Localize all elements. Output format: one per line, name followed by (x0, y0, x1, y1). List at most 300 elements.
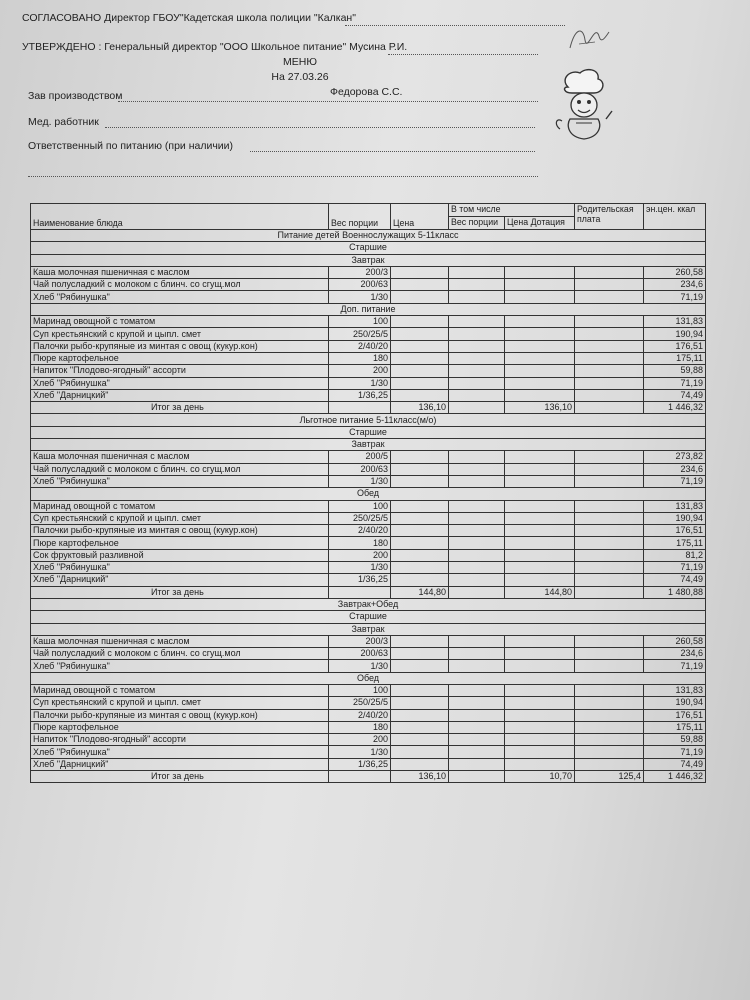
head-of-production-name: Федорова С.С. (330, 86, 403, 98)
dish-parent-fee (575, 648, 644, 660)
dish-inc-weight (449, 279, 505, 291)
nutrition-responsible-underline (250, 151, 535, 152)
dish-weight: 100 (329, 316, 391, 328)
dish-parent-fee (575, 279, 644, 291)
dish-parent-fee (575, 684, 644, 696)
dish-price (391, 574, 449, 586)
dish-weight: 200 (329, 549, 391, 561)
dish-row (31, 684, 706, 696)
dish-name: Маринад овощной с томатом (31, 684, 329, 696)
dish-name: Маринад овощной с томатом (31, 500, 329, 512)
dish-price (391, 635, 449, 647)
dish-row (31, 291, 706, 303)
dish-inc-weight (449, 389, 505, 401)
dish-weight: 1/30 (329, 377, 391, 389)
section-row (31, 230, 706, 242)
dish-parent-fee (575, 660, 644, 672)
dish-name: Сок фруктовый разливной (31, 549, 329, 561)
dish-row (31, 352, 706, 364)
dish-weight: 2/40/20 (329, 525, 391, 537)
dish-inc-weight (449, 352, 505, 364)
dish-inc-weight (449, 562, 505, 574)
dish-inc-weight (449, 266, 505, 278)
dish-parent-fee (575, 291, 644, 303)
dish-price (391, 451, 449, 463)
dish-parent-fee (575, 549, 644, 561)
total-subsidy: 10,70 (505, 771, 575, 783)
agreed-underline (345, 25, 565, 26)
section-title: Питание детей Военнослужащих 5-11класс (31, 230, 706, 242)
dish-weight: 1/30 (329, 562, 391, 574)
dish-weight: 180 (329, 352, 391, 364)
dish-inc-weight (449, 537, 505, 549)
dish-weight: 100 (329, 500, 391, 512)
dish-weight: 200 (329, 365, 391, 377)
dish-subsidy (505, 574, 575, 586)
dish-kcal: 131,83 (644, 500, 706, 512)
dish-weight: 1/36,25 (329, 389, 391, 401)
dish-inc-weight (449, 340, 505, 352)
dish-kcal: 74,49 (644, 574, 706, 586)
dish-name: Хлеб "Рябинушка" (31, 475, 329, 487)
total-row (31, 402, 706, 414)
dish-name: Хлеб "Дарницкий" (31, 389, 329, 401)
dish-row (31, 525, 706, 537)
dish-subsidy (505, 500, 575, 512)
dish-inc-weight (449, 328, 505, 340)
table-header-row-1 (31, 204, 706, 217)
dish-subsidy (505, 328, 575, 340)
dish-inc-weight (449, 648, 505, 660)
section-row (31, 488, 706, 500)
dish-kcal: 59,88 (644, 365, 706, 377)
dish-name: Хлеб "Рябинушка" (31, 377, 329, 389)
dish-price (391, 328, 449, 340)
dish-kcal: 131,83 (644, 316, 706, 328)
dish-subsidy (505, 475, 575, 487)
dish-price (391, 660, 449, 672)
col-header-energy: эн.цен. ккал (644, 204, 706, 230)
dish-weight: 2/40/20 (329, 340, 391, 352)
section-title: Завтрак (31, 623, 706, 635)
dish-row (31, 709, 706, 721)
dish-weight: 1/36,25 (329, 758, 391, 770)
total-price: 136,10 (391, 771, 449, 783)
total-price: 144,80 (391, 586, 449, 598)
dish-parent-fee (575, 377, 644, 389)
dish-price (391, 266, 449, 278)
dish-row (31, 734, 706, 746)
dish-inc-weight (449, 721, 505, 733)
dish-name: Хлеб "Рябинушка" (31, 746, 329, 758)
dish-weight: 1/30 (329, 746, 391, 758)
dish-price (391, 562, 449, 574)
dish-name: Чай полусладкий с молоком с блинч. со сгущ.мол (31, 648, 329, 660)
dish-subsidy (505, 562, 575, 574)
total-weight (329, 586, 391, 598)
section-title: Старшие (31, 426, 706, 438)
dish-subsidy (505, 316, 575, 328)
dish-parent-fee (575, 721, 644, 733)
dish-inc-weight (449, 451, 505, 463)
dish-price (391, 316, 449, 328)
total-parent-fee (575, 402, 644, 414)
dish-inc-weight (449, 500, 505, 512)
dish-subsidy (505, 684, 575, 696)
dish-kcal: 131,83 (644, 684, 706, 696)
dish-parent-fee (575, 352, 644, 364)
dish-row (31, 746, 706, 758)
dish-kcal: 234,6 (644, 648, 706, 660)
dish-price (391, 684, 449, 696)
dish-subsidy (505, 746, 575, 758)
dish-kcal: 74,49 (644, 758, 706, 770)
total-parent-fee: 125,4 (575, 771, 644, 783)
dish-kcal: 71,19 (644, 377, 706, 389)
section-row (31, 242, 706, 254)
dish-kcal: 260,58 (644, 635, 706, 647)
dish-weight: 180 (329, 721, 391, 733)
dish-name: Напиток "Плодово-ягодный" ассорти (31, 365, 329, 377)
dish-price (391, 365, 449, 377)
dish-row (31, 316, 706, 328)
blank-underline (28, 176, 538, 177)
section-row (31, 426, 706, 438)
dish-subsidy (505, 266, 575, 278)
dish-inc-weight (449, 549, 505, 561)
dish-price (391, 463, 449, 475)
dish-inc-weight (449, 758, 505, 770)
dish-row (31, 660, 706, 672)
dish-parent-fee (575, 500, 644, 512)
approved-line: УТВЕРЖДЕНО : Генеральный директор "ООО Школьное питание" Мусина Р.И. (22, 41, 408, 53)
dish-name: Маринад овощной с томатом (31, 316, 329, 328)
dish-parent-fee (575, 365, 644, 377)
dish-price (391, 512, 449, 524)
dish-subsidy (505, 352, 575, 364)
dish-row (31, 549, 706, 561)
section-title: Завтрак (31, 439, 706, 451)
dish-kcal: 175,11 (644, 537, 706, 549)
dish-name: Палочки рыбо-крупяные из минтая с овощ (кукур.кон) (31, 525, 329, 537)
dish-weight: 1/36,25 (329, 574, 391, 586)
total-weight (329, 402, 391, 414)
section-row (31, 611, 706, 623)
dish-subsidy (505, 660, 575, 672)
chef-logo-image (548, 65, 618, 145)
dish-inc-weight (449, 635, 505, 647)
dish-kcal: 176,51 (644, 709, 706, 721)
dish-price (391, 758, 449, 770)
dish-parent-fee (575, 709, 644, 721)
dish-row (31, 328, 706, 340)
dish-kcal: 190,94 (644, 697, 706, 709)
dish-subsidy (505, 377, 575, 389)
section-row (31, 598, 706, 610)
dish-kcal: 234,6 (644, 279, 706, 291)
section-title: Старшие (31, 611, 706, 623)
dish-kcal: 190,94 (644, 512, 706, 524)
dish-subsidy (505, 758, 575, 770)
dish-subsidy (505, 697, 575, 709)
dish-row (31, 512, 706, 524)
dish-kcal: 59,88 (644, 734, 706, 746)
dish-price (391, 549, 449, 561)
dish-parent-fee (575, 463, 644, 475)
dish-row (31, 635, 706, 647)
dish-parent-fee (575, 537, 644, 549)
dish-kcal: 74,49 (644, 389, 706, 401)
dish-inc-weight (449, 684, 505, 696)
total-subsidy: 136,10 (505, 402, 575, 414)
dish-parent-fee (575, 328, 644, 340)
total-inc-weight (449, 771, 505, 783)
total-inc-weight (449, 402, 505, 414)
dish-subsidy (505, 389, 575, 401)
dish-price (391, 291, 449, 303)
dish-kcal: 81,2 (644, 549, 706, 561)
dish-name: Каша молочная пшеничная с маслом (31, 266, 329, 278)
section-title: Обед (31, 672, 706, 684)
dish-parent-fee (575, 340, 644, 352)
dish-name: Хлеб "Рябинушка" (31, 660, 329, 672)
dish-kcal: 176,51 (644, 340, 706, 352)
dish-parent-fee (575, 266, 644, 278)
dish-kcal: 234,6 (644, 463, 706, 475)
dish-name: Каша молочная пшеничная с маслом (31, 451, 329, 463)
dish-name: Напиток "Плодово-ягодный" ассорти (31, 734, 329, 746)
section-row (31, 414, 706, 426)
menu-table (30, 203, 706, 783)
dish-name: Хлеб "Рябинушка" (31, 291, 329, 303)
menu-date: На 27.03.26 (271, 71, 329, 83)
dish-subsidy (505, 549, 575, 561)
dish-row (31, 758, 706, 770)
approved-underline (388, 54, 538, 55)
dish-parent-fee (575, 389, 644, 401)
dish-kcal: 71,19 (644, 562, 706, 574)
section-row (31, 439, 706, 451)
medic-underline (105, 127, 535, 128)
dish-parent-fee (575, 525, 644, 537)
dish-row (31, 537, 706, 549)
signature-image (565, 18, 615, 58)
dish-inc-weight (449, 463, 505, 475)
col-header-name: Наименование блюда (31, 204, 329, 230)
dish-row (31, 463, 706, 475)
dish-parent-fee (575, 451, 644, 463)
nutrition-responsible-label: Ответственный по питанию (при наличии) (28, 140, 234, 152)
dish-inc-weight (449, 377, 505, 389)
dish-weight: 100 (329, 684, 391, 696)
dish-name: Пюре картофельное (31, 537, 329, 549)
head-of-production-underline (118, 101, 538, 102)
section-title: Старшие (31, 242, 706, 254)
dish-inc-weight (449, 697, 505, 709)
dish-price (391, 389, 449, 401)
dish-subsidy (505, 635, 575, 647)
dish-kcal: 71,19 (644, 746, 706, 758)
dish-parent-fee (575, 734, 644, 746)
dish-subsidy (505, 512, 575, 524)
total-kcal: 1 480,88 (644, 586, 706, 598)
section-title: Обед (31, 488, 706, 500)
dish-parent-fee (575, 562, 644, 574)
section-row (31, 672, 706, 684)
dish-price (391, 352, 449, 364)
dish-weight: 250/25/5 (329, 697, 391, 709)
dish-weight: 200/3 (329, 266, 391, 278)
dish-subsidy (505, 525, 575, 537)
dish-inc-weight (449, 316, 505, 328)
dish-name: Суп крестьянский с крупой и цыпл. смет (31, 512, 329, 524)
dish-kcal: 175,11 (644, 352, 706, 364)
dish-subsidy (505, 279, 575, 291)
dish-weight: 200 (329, 734, 391, 746)
col-header-portion-weight: Вес порции (329, 204, 391, 230)
total-label: Итог за день (31, 402, 329, 414)
dish-inc-weight (449, 709, 505, 721)
dish-kcal: 190,94 (644, 328, 706, 340)
dish-parent-fee (575, 697, 644, 709)
dish-name: Хлеб "Рябинушка" (31, 562, 329, 574)
dish-price (391, 475, 449, 487)
dish-weight: 250/25/5 (329, 328, 391, 340)
dish-name: Каша молочная пшеничная с маслом (31, 635, 329, 647)
dish-weight: 1/30 (329, 291, 391, 303)
dish-row (31, 648, 706, 660)
dish-parent-fee (575, 574, 644, 586)
dish-subsidy (505, 721, 575, 733)
medic-label: Мед. работник (28, 116, 99, 128)
dish-inc-weight (449, 746, 505, 758)
dish-inc-weight (449, 512, 505, 524)
dish-row (31, 721, 706, 733)
dish-subsidy (505, 340, 575, 352)
dish-parent-fee (575, 475, 644, 487)
dish-kcal: 176,51 (644, 525, 706, 537)
dish-row (31, 266, 706, 278)
section-title: Доп. питание (31, 303, 706, 315)
dish-kcal: 175,11 (644, 721, 706, 733)
dish-price (391, 537, 449, 549)
dish-weight: 200/63 (329, 648, 391, 660)
total-kcal: 1 446,32 (644, 402, 706, 414)
dish-weight: 250/25/5 (329, 512, 391, 524)
dish-row (31, 340, 706, 352)
dish-name: Пюре картофельное (31, 352, 329, 364)
dish-price (391, 721, 449, 733)
dish-row (31, 451, 706, 463)
dish-weight: 1/30 (329, 475, 391, 487)
dish-row (31, 574, 706, 586)
dish-row (31, 500, 706, 512)
dish-parent-fee (575, 316, 644, 328)
dish-price (391, 500, 449, 512)
section-title: Льготное питание 5-11класс(м/о) (31, 414, 706, 426)
section-row (31, 623, 706, 635)
section-title: Завтрак+Обед (31, 598, 706, 610)
dish-parent-fee (575, 635, 644, 647)
dish-weight: 200/63 (329, 279, 391, 291)
dish-inc-weight (449, 525, 505, 537)
dish-subsidy (505, 451, 575, 463)
dish-row (31, 377, 706, 389)
dish-inc-weight (449, 291, 505, 303)
dish-subsidy (505, 365, 575, 377)
col-header-parent-fee: Родительская плата (575, 204, 644, 230)
dish-name: Чай полусладкий с молоком с блинч. со сгущ.мол (31, 463, 329, 475)
col-header-inc-portion-weight: Вес порции (449, 217, 505, 230)
total-inc-weight (449, 586, 505, 598)
dish-price (391, 648, 449, 660)
dish-inc-weight (449, 574, 505, 586)
dish-kcal: 273,82 (644, 451, 706, 463)
dish-kcal: 260,58 (644, 266, 706, 278)
dish-price (391, 709, 449, 721)
dish-weight: 1/30 (329, 660, 391, 672)
dish-name: Суп крестьянский с крупой и цыпл. смет (31, 697, 329, 709)
dish-parent-fee (575, 746, 644, 758)
dish-parent-fee (575, 512, 644, 524)
dish-subsidy (505, 537, 575, 549)
total-weight (329, 771, 391, 783)
dish-subsidy (505, 734, 575, 746)
dish-weight: 180 (329, 537, 391, 549)
dish-kcal: 71,19 (644, 475, 706, 487)
section-row (31, 254, 706, 266)
total-label: Итог за день (31, 586, 329, 598)
dish-name: Хлеб "Дарницкий" (31, 574, 329, 586)
dish-name: Суп крестьянский с крупой и цыпл. смет (31, 328, 329, 340)
dish-name: Палочки рыбо-крупяные из минтая с овощ (кукур.кон) (31, 340, 329, 352)
dish-subsidy (505, 291, 575, 303)
dish-row (31, 389, 706, 401)
dish-row (31, 475, 706, 487)
dish-subsidy (505, 648, 575, 660)
agreed-line: СОГЛАСОВАНО Директор ГБОУ"Кадетская школа полиции "Калкан" (22, 12, 356, 24)
dish-kcal: 71,19 (644, 660, 706, 672)
dish-subsidy (505, 463, 575, 475)
total-row (31, 586, 706, 598)
dish-weight: 200/5 (329, 451, 391, 463)
dish-price (391, 697, 449, 709)
col-header-price: Цена (391, 204, 449, 230)
dish-price (391, 734, 449, 746)
col-header-inc-price-subsidy: Цена Дотация (505, 217, 575, 230)
dish-price (391, 746, 449, 758)
section-row (31, 303, 706, 315)
dish-weight: 2/40/20 (329, 709, 391, 721)
dish-name: Чай полусладкий с молоком с блинч. со сгущ.мол (31, 279, 329, 291)
dish-weight: 200/3 (329, 635, 391, 647)
col-header-including: В том числе (449, 204, 575, 217)
dish-price (391, 525, 449, 537)
dish-kcal: 71,19 (644, 291, 706, 303)
section-title: Завтрак (31, 254, 706, 266)
dish-price (391, 340, 449, 352)
dish-inc-weight (449, 365, 505, 377)
dish-weight: 200/63 (329, 463, 391, 475)
dish-subsidy (505, 709, 575, 721)
dish-inc-weight (449, 734, 505, 746)
menu-title: МЕНЮ (283, 56, 317, 68)
dish-name: Пюре картофельное (31, 721, 329, 733)
dish-price (391, 377, 449, 389)
total-subsidy: 144,80 (505, 586, 575, 598)
head-of-production-label: Зав производством (28, 90, 123, 102)
dish-price (391, 279, 449, 291)
